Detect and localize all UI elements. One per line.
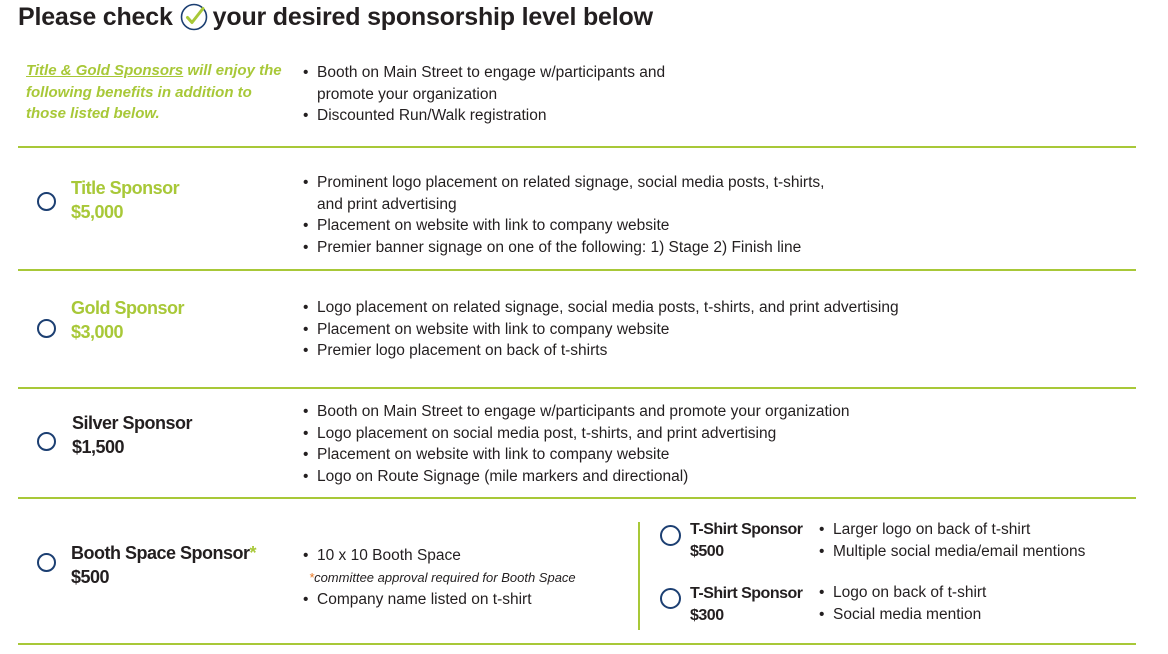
tier-price: $500 (71, 567, 110, 587)
booth-space-benefits-2 (303, 589, 532, 611)
list-item: • Company name listed on t-shirt (303, 589, 532, 611)
intro-note (26, 60, 291, 125)
tier-name: Title Sponsor (71, 178, 180, 198)
list-item: • Premier banner signage on one of the following: 1) Stage 2) Finish line (303, 237, 824, 259)
list-item: • Multiple social media/email mentions (819, 541, 1085, 563)
tshirt-300-radio[interactable] (660, 588, 681, 609)
tier-price: $500 (690, 543, 724, 560)
list-item: • Larger logo on back of t-shirt (819, 519, 1085, 541)
tier-name: Gold Sponsor (71, 298, 184, 318)
divider (18, 497, 1136, 499)
list-item: promote your organization (317, 85, 498, 103)
title-sponsor-benefits (303, 172, 824, 259)
gold-sponsor-radio[interactable] (37, 319, 56, 338)
page-title (18, 2, 653, 32)
list-item: • Discounted Run/Walk registration (303, 105, 665, 127)
silver-sponsor-benefits (303, 401, 850, 488)
tier-price: $3,000 (71, 322, 124, 342)
silver-sponsor-radio[interactable] (37, 432, 56, 451)
tier-price: $300 (690, 607, 724, 624)
tier-name: Silver Sponsor (72, 413, 193, 433)
tier-price: $1,500 (72, 437, 125, 457)
tier-name (71, 543, 256, 564)
title-prefix: Please check (18, 2, 173, 31)
list-item: • Premier logo placement on back of t-shirts (303, 340, 899, 362)
booth-space-sponsor-radio[interactable] (37, 553, 56, 572)
gold-sponsor-benefits (303, 297, 899, 362)
tshirt-300-benefits (819, 582, 986, 625)
divider (18, 387, 1136, 389)
list-item: • Logo placement on related signage, social media posts, t-shirts, and print advertising (303, 297, 899, 319)
list-item: • 10 x 10 Booth Space (303, 545, 461, 567)
list-item: • Placement on website with link to company website (303, 444, 850, 466)
tier-name-text: Booth Space Sponsor (71, 543, 250, 563)
divider (18, 269, 1136, 271)
divider (18, 643, 1136, 645)
tier-name: T-Shirt Sponsor (690, 521, 803, 538)
list-item: • Booth on Main Street to engage w/participants and promote your organization (303, 401, 850, 423)
title-suffix: your desired sponsorship level below (212, 2, 653, 31)
booth-space-benefits (303, 545, 461, 567)
list-item: and print advertising (317, 195, 457, 213)
vertical-divider (638, 522, 640, 630)
intro-benefits (303, 62, 665, 127)
divider (18, 146, 1136, 148)
tier-price: $5,000 (71, 202, 124, 222)
list-item: • Placement on website with link to company website (303, 319, 899, 341)
title-sponsor-radio[interactable] (37, 192, 56, 211)
intro-text: will enjoy the following benefits in addition to those listed below. (26, 62, 282, 122)
tshirt-500-benefits (819, 519, 1085, 562)
note-asterisk: * (309, 570, 315, 585)
list-item: • Placement on website with link to company website (303, 215, 824, 237)
list-item: • Logo on Route Signage (mile markers and directional) (303, 466, 850, 488)
tshirt-500-radio[interactable] (660, 525, 681, 546)
booth-approval-note (309, 570, 576, 585)
list-item: • Booth on Main Street to engage w/participants and (303, 62, 665, 84)
list-item: • Logo on back of t-shirt (819, 582, 986, 604)
tier-name: T-Shirt Sponsor (690, 585, 803, 602)
list-item: • Prominent logo placement on related signage, social media posts, t-shirts, (303, 172, 824, 194)
note-text: committee approval required for Booth Space (314, 570, 576, 585)
check-circle-icon (179, 2, 209, 32)
asterisk: * (249, 543, 257, 563)
intro-link: Title & Gold Sponsors (26, 62, 184, 79)
list-item: • Social media mention (819, 604, 986, 626)
list-item: • Logo placement on social media post, t-shirts, and print advertising (303, 423, 850, 445)
